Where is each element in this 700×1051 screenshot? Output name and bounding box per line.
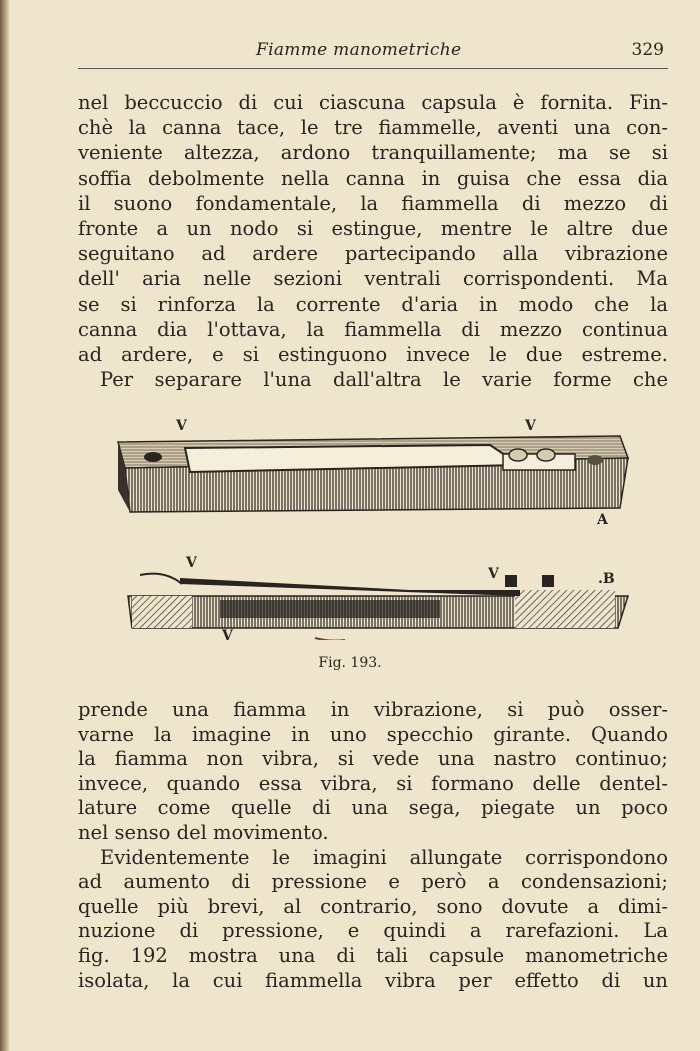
- paragraph-1: [78, 90, 668, 392]
- label-a: A: [597, 512, 608, 528]
- text-line: ad ardere, e si estinguono invece le due estreme.: [78, 342, 668, 366]
- text-line: quelle più brevi, al contrario, sono dovute a dimi-: [78, 894, 668, 918]
- label-v: V: [222, 628, 233, 640]
- text-line: prende una fiamma in vibrazione, si può osser-: [78, 698, 668, 721]
- text-line: se si rinforza la corrente d'aria in modo che la: [78, 292, 668, 316]
- text-line: soffia debolmente nella canna in guisa che essa dia: [78, 166, 668, 190]
- text-line: la fiamma non vibra, si vede una nastro continuo;: [78, 747, 668, 771]
- paragraph-2: [78, 698, 668, 993]
- text-line: nel senso del movimento.: [78, 820, 329, 844]
- label-v: V: [176, 418, 187, 434]
- text-line: lature come quelle di una sega, piegate un poco: [78, 796, 668, 820]
- text-line: isolata, la cui fiammella vibra per effetto di un: [78, 968, 668, 992]
- label-b: .B: [598, 571, 615, 587]
- text-line: varne la imagine in uno specchio girante. Quando: [78, 722, 668, 746]
- text-line: chè la canna tace, le tre fiammelle, aventi una con-: [78, 116, 668, 140]
- reed-pipe-illustration: [110, 410, 640, 640]
- text-line: canna dia l'ottava, la fiammella di mezzo continua: [78, 317, 668, 341]
- text-line: fronte a un nodo si estingue, mentre le altre due: [78, 216, 668, 240]
- text-line: Per separare l'una dall'altra le varie forme che: [100, 368, 668, 392]
- text-line: fig. 192 mostra una di tali capsule manometriche: [78, 943, 668, 967]
- text-line: ad aumento di pressione e però a condensazioni;: [78, 870, 668, 894]
- text-line: nuzione di pressione, e quindi a rarefazioni. La: [78, 919, 668, 943]
- figure-caption: Fig. 193.: [318, 655, 382, 671]
- text-line: Evidentemente le imagini allungate corrispondono: [100, 845, 668, 869]
- label-v: V: [525, 418, 536, 434]
- figure-193: [110, 410, 640, 640]
- text-line: invece, quando essa vibra, si formano delle dentel-: [78, 771, 668, 795]
- book-spine-shadow: [0, 0, 10, 1051]
- text-line: veniente altezza, ardono tranquillamente; ma se si: [78, 141, 668, 165]
- text-line: dell' aria nelle sezioni ventrali corrispondenti. Ma: [78, 267, 668, 291]
- label-v: V: [186, 555, 197, 571]
- text-line: il suono fondamentale, la fiammella di mezzo di: [78, 191, 668, 215]
- page-header: [78, 38, 668, 69]
- text-line: nel beccuccio di cui ciascuna capsula è fornita. Fin-: [78, 91, 668, 114]
- running-title: Fiamme manometriche: [256, 40, 462, 60]
- page-number: 329: [631, 40, 664, 60]
- block-a-perspective: [118, 436, 628, 512]
- text-line: seguitano ad ardere partecipando alla vibrazione: [78, 242, 668, 266]
- block-b-section: [128, 574, 628, 640]
- label-v: V: [488, 566, 499, 582]
